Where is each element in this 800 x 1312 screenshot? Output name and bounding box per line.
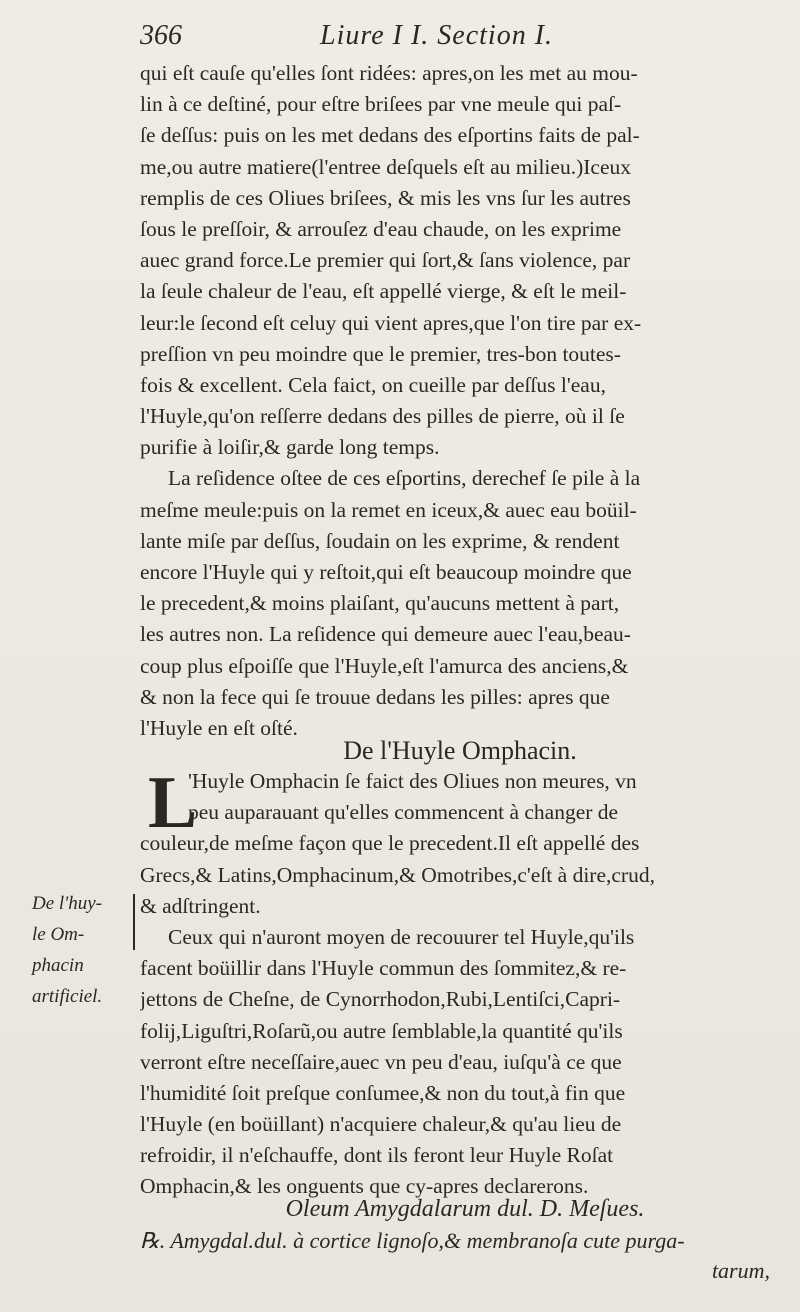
text-line: verront eſtre neceſſaire,auec vn peu d'eau, iuſqu'à ce que (140, 1049, 622, 1074)
text-line: fois & excellent. Cela faict, on cueille par deſſus l'eau, (140, 372, 606, 397)
page-number: 366 (140, 20, 182, 51)
section-heading: De l'Huyle Omphacin. (343, 736, 577, 765)
text-line: folij,Liguſtri,Roſarũ,ou autre ſemblable,la quantité qu'ils (140, 1018, 623, 1043)
text-line: purifie à loiſir,& garde long temps. (140, 435, 440, 460)
text-line: Ceux qui n'auront moyen de recouurer tel Huyle,qu'ils (168, 924, 635, 949)
recipe-title: Oleum Amygdalarum dul. D. Meſues. (285, 1196, 645, 1222)
section-text (140, 762, 790, 1203)
text-line: La reſidence oſtee de ces eſportins, derechef ſe pile à la (168, 466, 641, 491)
margin-note-line: le Om- (32, 924, 85, 945)
text-line: ſous le preſſoir, & arrouſez d'eau chaude, on les exprime (140, 216, 622, 241)
margin-note-line: De l'huy- (32, 893, 103, 914)
recipe-line: ℞. Amygdal.dul. à cortice lignoſo,& membranoſa cute purga- (140, 1228, 685, 1253)
text-line: peu auparauant qu'elles commencent à changer de (188, 800, 619, 825)
text-line: l'Huyle,qu'on reſſerre dedans des pilles de pierre, où il ſe (140, 404, 625, 429)
text-line: leur:le ſecond eſt celuy qui vient apres,que l'on tire par ex- (140, 310, 642, 335)
drop-cap: L (148, 762, 198, 844)
text-line: meſme meule:puis on la remet en iceux,& auec eau boüil- (140, 497, 637, 522)
text-line: les autres non. La reſidence qui demeure auec l'eau,beau- (140, 622, 631, 647)
text-line: remplis de ces Oliues briſees, & mis les vns ſur les autres (140, 185, 631, 210)
text-line: & adſtringent. (140, 893, 261, 918)
running-title: Liure I I. Section I. (320, 20, 554, 51)
margin-note-line: artificiel. (32, 986, 103, 1007)
text-line: jettons de Cheſne, de Cynorrhodon,Rubi,Lentiſci,Capri- (140, 987, 621, 1012)
text-line: encore l'Huyle qui y reſtoit,qui eſt beaucoup moindre que (140, 560, 632, 584)
margin-note (32, 888, 132, 1012)
text-line: Omphacin,& les onguents que cy-apres declarerons. (140, 1174, 589, 1199)
recipe-text (140, 1226, 790, 1286)
margin-note-line: phacin (32, 955, 84, 976)
body-text (140, 58, 790, 744)
text-line: couleur,de meſme façon que le precedent.Il eſt appellé des (140, 831, 640, 856)
text-line: ſe deſſus: puis on les met dedans des eſportins faits de pal- (140, 123, 640, 148)
margin-bracket (133, 894, 135, 950)
text-line: auec grand force.Le premier qui ſort,& ſans violence, par (140, 248, 631, 273)
recipe-continuation: tarum, (711, 1258, 770, 1283)
text-line: l'Huyle (en boüillant) n'acquiere chaleur,& qu'au lieu de (140, 1112, 622, 1137)
text-line: me,ou autre matiere(l'entree deſquels eſt au milieu.)Iceux (140, 154, 631, 179)
text-line: lante miſe par deſſus, ſoudain on les exprime, & rendent (140, 528, 620, 553)
text-line: la ſeule chaleur de l'eau, eſt appellé vierge, & eſt le meil- (140, 279, 627, 304)
text-line: qui eſt cauſe qu'elles ſont ridées: apres,on les met au mou- (140, 61, 638, 85)
text-line: coup plus eſpoiſſe que l'Huyle,eſt l'amurca des anciens,& (140, 653, 629, 678)
text-line: Grecs,& Latins,Omphacinum,& Omotribes,c'eſt à dire,crud, (140, 862, 655, 887)
text-line: l'humidité ſoit preſque conſumee,& non du tout,à fin que (140, 1080, 626, 1105)
text-line: refroidir, il n'eſchauffe, dont ils feront leur Huyle Roſat (140, 1143, 614, 1168)
text-line: le precedent,& moins plaiſant, qu'aucuns mettent à part, (140, 591, 620, 616)
text-line: preſſion vn peu moindre que le premier, tres-bon toutes- (140, 341, 621, 366)
text-line: lin à ce deſtiné, pour eſtre briſees par vne meule qui paſ- (140, 92, 622, 117)
page-header (140, 20, 780, 60)
text-line: & non la fece qui ſe trouue dedans les pilles: apres que (140, 684, 610, 709)
text-line: l'Huyle en eſt oſté. (140, 715, 298, 740)
text-line: facent boüillir dans l'Huyle commun des ſommitez,& re- (140, 956, 627, 981)
text-line: 'Huyle Omphacin ſe faict des Oliues non meures, vn (188, 769, 637, 793)
